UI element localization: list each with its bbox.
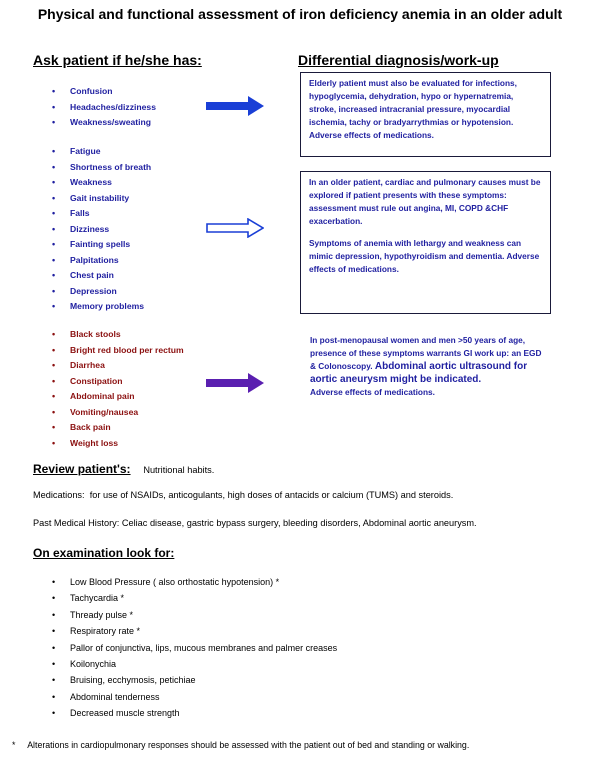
list-item xyxy=(46,689,337,705)
list-item-text: Abdominal pain xyxy=(70,391,135,401)
list-item-text: Weight loss xyxy=(70,437,119,448)
list-item xyxy=(52,100,156,116)
review-label: Review patient's: xyxy=(33,462,131,476)
list-item xyxy=(46,607,337,623)
list-item xyxy=(52,420,184,436)
list-item-text: Memory problems xyxy=(70,301,145,311)
review-text: Nutritional habits. xyxy=(143,465,215,475)
bullet-icon: • xyxy=(52,177,56,187)
list-item xyxy=(52,237,151,253)
bullet-icon: • xyxy=(52,270,56,280)
list-item xyxy=(52,405,184,421)
bullet-icon: • xyxy=(52,192,56,203)
list-item xyxy=(52,343,184,359)
list-item-text: Falls xyxy=(70,208,90,218)
bullet-icon: • xyxy=(52,391,56,401)
list-item xyxy=(52,358,184,374)
list-item-text: Bright red blood per rectum xyxy=(70,344,184,355)
differential-box-3 xyxy=(310,334,548,399)
page-title: Physical and functional assessment of iron deficiency anemia in an older adult xyxy=(37,6,563,22)
list-item xyxy=(46,705,337,721)
footnote-marker: * xyxy=(12,740,16,750)
bullet-icon: • xyxy=(52,577,56,587)
diff-heading: Differential diagnosis/work-up xyxy=(298,52,499,68)
differential-text: In an older patient, cardiac and pulmonary causes must be explored if patient presents with these symptoms: assessment must rule out angina, MI, COPD &CHF exacerbation. xyxy=(309,177,541,226)
list-item-text: Gait instability xyxy=(70,192,130,203)
differential-text: In post-menopausal women and men >50 years of age, presence of these symptoms warrants GI work up: an EGD & Colonoscopy. xyxy=(310,335,542,371)
list-item-text: Back pain xyxy=(70,422,111,432)
bullet-icon: • xyxy=(52,642,56,653)
list-item xyxy=(52,206,151,222)
differential-text: Elderly patient must also be evaluated for infections, hypoglycemia, dehydration, hypo or hypernatremia, stroke, increased intracranial pressure, myocardial ischemia, tachy or bradyarrythmias or hypotension. Adverse effects of medications. xyxy=(309,78,517,140)
bullet-icon: • xyxy=(52,437,56,448)
symptom-list-cardiopulmonary xyxy=(52,144,151,315)
list-item xyxy=(52,160,151,176)
list-item xyxy=(46,672,337,688)
list-item-text: Black stools xyxy=(70,329,121,339)
list-item-text: Chest pain xyxy=(70,270,114,280)
bullet-icon: • xyxy=(52,406,56,417)
bullet-icon: • xyxy=(52,626,56,637)
bullet-icon: • xyxy=(52,675,56,686)
list-item-text: Dizziness xyxy=(70,223,110,234)
bullet-icon: • xyxy=(52,239,56,249)
list-item-text: Shortness of breath xyxy=(70,161,152,172)
list-item-text: Decreased muscle strength xyxy=(70,708,180,719)
bullet-icon: • xyxy=(52,254,56,265)
list-item xyxy=(52,115,156,131)
list-item xyxy=(46,574,337,590)
list-item xyxy=(52,84,156,100)
list-item xyxy=(52,144,151,160)
list-item-text: Thready pulse * xyxy=(70,609,134,620)
bullet-icon: • xyxy=(52,285,56,296)
bullet-icon: • xyxy=(52,301,56,311)
list-item-text: Headaches/dizziness xyxy=(70,101,156,112)
bullet-icon: • xyxy=(52,344,56,355)
symptom-list-neuro xyxy=(52,84,156,131)
symptom-list-gi xyxy=(52,327,184,451)
bullet-icon: • xyxy=(52,422,56,432)
list-item xyxy=(52,191,151,207)
bullet-icon: • xyxy=(52,146,56,156)
exam-heading: On examination look for: xyxy=(33,546,175,560)
bullet-icon: • xyxy=(52,101,56,112)
pmh-line xyxy=(33,518,477,528)
ask-heading: Ask patient if he/she has: xyxy=(33,52,202,68)
bullet-icon: • xyxy=(52,593,56,604)
medications-label: Medications: xyxy=(33,490,85,500)
footnote xyxy=(12,740,469,750)
exam-list xyxy=(46,574,337,722)
list-item xyxy=(46,640,337,656)
list-item-text: Tachycardia * xyxy=(70,593,125,604)
arrow-right-icon xyxy=(206,96,264,116)
list-item-text: Respiratory rate * xyxy=(70,626,141,637)
list-item xyxy=(52,374,184,390)
list-item xyxy=(52,268,151,284)
differential-text: Symptoms of anemia with lethargy and weakness can mimic depression, hypothyroidism and dementia. Adverse effects of medications. xyxy=(309,238,540,274)
list-item xyxy=(52,253,151,269)
list-item xyxy=(52,222,151,238)
list-item-text: Bruising, ecchymosis, petichiae xyxy=(70,675,196,686)
bullet-icon: • xyxy=(52,375,56,386)
arrow-right-icon xyxy=(206,218,264,238)
list-item-text: Confusion xyxy=(70,86,113,96)
list-item-text: Weakness xyxy=(70,177,112,187)
arrow-right-icon xyxy=(206,373,264,393)
review-line xyxy=(33,462,214,476)
list-item-text: Constipation xyxy=(70,375,123,386)
bullet-icon: • xyxy=(52,360,56,370)
list-item xyxy=(46,590,337,606)
bullet-icon: • xyxy=(52,691,56,702)
differential-text: Abdominal aortic ultrasound for aortic aneurysm might be indicated. xyxy=(310,361,528,385)
list-item-text: Palpitations xyxy=(70,254,119,265)
list-item xyxy=(46,656,337,672)
list-item-text: Weakness/sweating xyxy=(70,117,152,127)
list-item-text: Depression xyxy=(70,285,117,296)
list-item xyxy=(52,175,151,191)
list-item xyxy=(52,389,184,405)
bullet-icon: • xyxy=(52,86,56,96)
list-item-text: Pallor of conjunctiva, lips, mucous membranes and palmer creases xyxy=(70,642,338,653)
differential-box-1 xyxy=(300,72,551,157)
list-item-text: Diarrhea xyxy=(70,360,105,370)
list-item xyxy=(52,299,151,315)
list-item xyxy=(52,436,184,452)
list-item-text: Fainting spells xyxy=(70,239,131,249)
footnote-text: Alterations in cardiopulmonary responses should be assessed with the patient out of bed and standing or walking. xyxy=(27,740,470,750)
bullet-icon: • xyxy=(52,609,56,620)
differential-box-2 xyxy=(300,171,551,314)
bullet-icon: • xyxy=(52,708,56,719)
bullet-icon: • xyxy=(52,329,56,339)
medications-text: for use of NSAIDs, anticogulants, high doses of antacids or calcium (TUMS) and steroids. xyxy=(89,490,454,500)
bullet-icon: • xyxy=(52,161,56,172)
list-item-text: Fatigue xyxy=(70,146,101,156)
medications-line xyxy=(33,490,453,500)
bullet-icon: • xyxy=(52,659,56,670)
bullet-icon: • xyxy=(52,208,56,218)
differential-text: Adverse effects of medications. xyxy=(310,387,435,397)
list-item-text: Vomiting/nausea xyxy=(70,406,139,417)
list-item xyxy=(52,284,151,300)
list-item-text: Low Blood Pressure ( also orthostatic hypotension) * xyxy=(70,577,280,587)
bullet-icon: • xyxy=(52,223,56,234)
pmh-text: Celiac disease, gastric bypass surgery, bleeding disorders, Abdominal aortic aneurysm. xyxy=(121,518,477,528)
list-item xyxy=(52,327,184,343)
pmh-label: Past Medical History: xyxy=(33,518,120,528)
list-item xyxy=(46,623,337,639)
list-item-text: Koilonychia xyxy=(70,659,117,670)
list-item-text: Abdominal tenderness xyxy=(70,691,160,702)
bullet-icon: • xyxy=(52,117,56,127)
